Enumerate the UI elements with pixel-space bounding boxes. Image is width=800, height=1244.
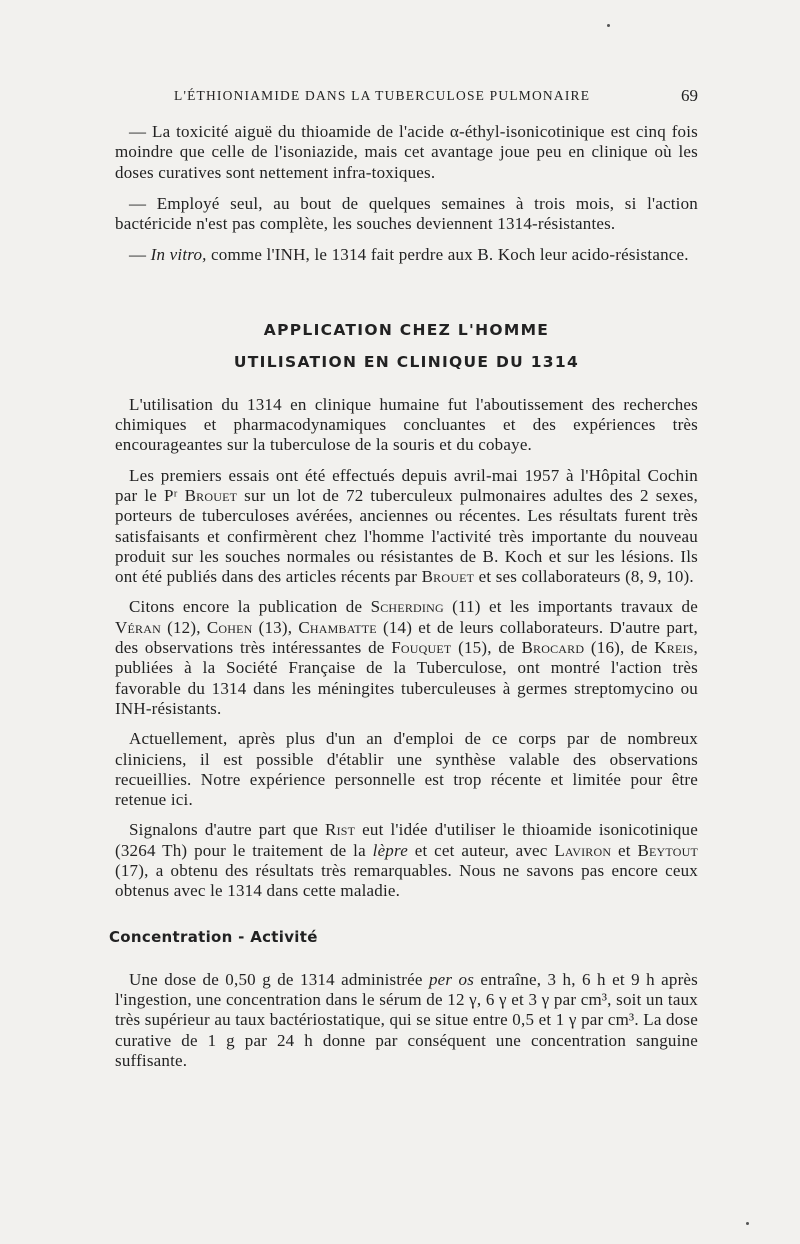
dash: —: [129, 245, 151, 265]
text-run: , publiées à la Société Française de la Tuberculose, ont montré l'action très favorable du 1314 dans les méningites tuberculeuses à germes streptomycino ou INH-résistants.: [115, 638, 698, 718]
author-name: Laviron: [554, 840, 612, 860]
text-run: sur un lot de 72 tuberculeux pulmonaires adultes des 2 sexes, porteurs de tuberculoses avérées, anciennes ou récentes. Les résultats furent très satisfaisants et confirmèrent chez l'homme l'activité très importante du nouveau produit sur les souches normales ou résistantes de B. Koch et sur les lésions. Ils ont été publiés dans des articles récents par: [115, 485, 698, 587]
text-run: (15), de: [451, 638, 522, 658]
text-run: Une dose de 0,50 g de 1314 administrée: [129, 969, 429, 989]
author-name: Beytout: [637, 840, 698, 860]
text-run: (12),: [160, 617, 207, 637]
text-run: eut l'idée d'utiliser le thioamide isonicotinique (3264 Th) pour le traitement de la: [115, 820, 698, 860]
running-head-title: L'ÉTHIONIAMIDE DANS LA TUBERCULOSE PULMONAIRE: [174, 88, 591, 103]
paragraph-first-trials: [115, 466, 698, 588]
author-name: Brocard: [521, 638, 585, 658]
in-vitro-text: comme l'INH, le 1314 fait perdre aux B. Koch leur acido-résistance.: [206, 245, 689, 265]
print-speck: [746, 1222, 749, 1225]
text-run: (16), de: [584, 638, 655, 658]
text-run: Citons encore la publication de: [129, 597, 371, 617]
italic-per-os: per os: [428, 969, 475, 989]
author-name: Brouet: [184, 485, 238, 505]
text-run: et: [611, 840, 638, 860]
author-name: Véran: [115, 617, 161, 637]
page-number: 69: [681, 86, 698, 105]
subheading-concentration: Concentration - Activité: [109, 927, 318, 946]
italic-in-vitro: In vitro,: [150, 245, 207, 265]
text-run: (13),: [252, 617, 299, 637]
author-name: Chambatte: [298, 617, 377, 637]
intro-paragraph-resistance: — Employé seul, au bout de quelques semaines à trois mois, si l'action bactéricide n'est pas complète, les souches deviennent 1314-résistantes.: [115, 193, 698, 234]
intro-paragraph-toxicity: — La toxicité aiguë du thioamide de l'acide α-éthyl-isonicotinique est cinq fois moindre que celle de l'isoniazide, mais cet avantage joue peu en clinique où les doses curatives sont nettement infra-toxiques.: [115, 122, 698, 182]
author-name: Rist: [325, 820, 356, 840]
author-name: Scherding: [370, 597, 444, 617]
intro-paragraph-in-vitro: [115, 245, 698, 265]
author-name: Brouet: [421, 567, 475, 587]
author-name: Cohen: [206, 617, 253, 637]
paragraph-clinical-use: L'utilisation du 1314 en clinique humaine fut l'aboutissement des recherches chimiques et pharmacodynamiques concluantes et des expériences très encourageantes sur la tuberculose de la souris et du cobaye.: [115, 394, 698, 455]
text-run: (14) et de leurs collaborateurs. D'autre part, des observations très intéressantes de: [115, 617, 698, 658]
paragraph-concentration: [115, 970, 698, 1071]
italic-lepre: lèpre: [372, 840, 408, 860]
section-heading-application: APPLICATION CHEZ L'HOMME: [263, 320, 550, 339]
section-heading-utilisation: UTILISATION EN CLINIQUE DU 1314: [233, 352, 580, 371]
text-run: et cet auteur, avec: [407, 840, 555, 860]
text-run: et ses collaborateurs (8, 9, 10).: [474, 567, 694, 587]
text-run: Les premiers essais ont été effectués depuis avril-mai 1957 à l'Hôpital Cochin par le Pʳ: [115, 465, 698, 505]
author-name: Fouquet: [391, 638, 452, 658]
page-body: [109, 122, 698, 1071]
text-run: entraîne, 3 h, 6 h et 9 h après l'ingestion, une concentration dans le sérum de 12 γ, 6 γ et 3 γ par cm³, soit un taux très supérieur au taux bactériostatique, qui se situe entre 0,5 et 1 γ par cm³. La dose curative de 1 g par 24 h donne par conséquent une concentration sanguine suffisante.: [115, 969, 698, 1070]
text-run: (17), a obtenu des résultats très remarquables. Nous ne savons pas encore ceux obtenus avec le 1314 dans cette maladie.: [115, 861, 698, 901]
print-speck: [607, 24, 610, 27]
text-run: (11) et les importants travaux de: [443, 597, 698, 617]
author-name: Kreis: [654, 638, 694, 658]
paragraph-leprosy: [115, 820, 698, 901]
paragraph-current-state: Actuellement, après plus d'un an d'emploi de ce corps par de nombreux cliniciens, il est possible d'établir une synthèse valable des observations recueillies. Notre expérience personnelle est trop récente et limitée pour être retenue ici.: [115, 729, 698, 810]
text-run: Signalons d'autre part que: [129, 820, 326, 840]
paragraph-publications: [115, 597, 698, 719]
